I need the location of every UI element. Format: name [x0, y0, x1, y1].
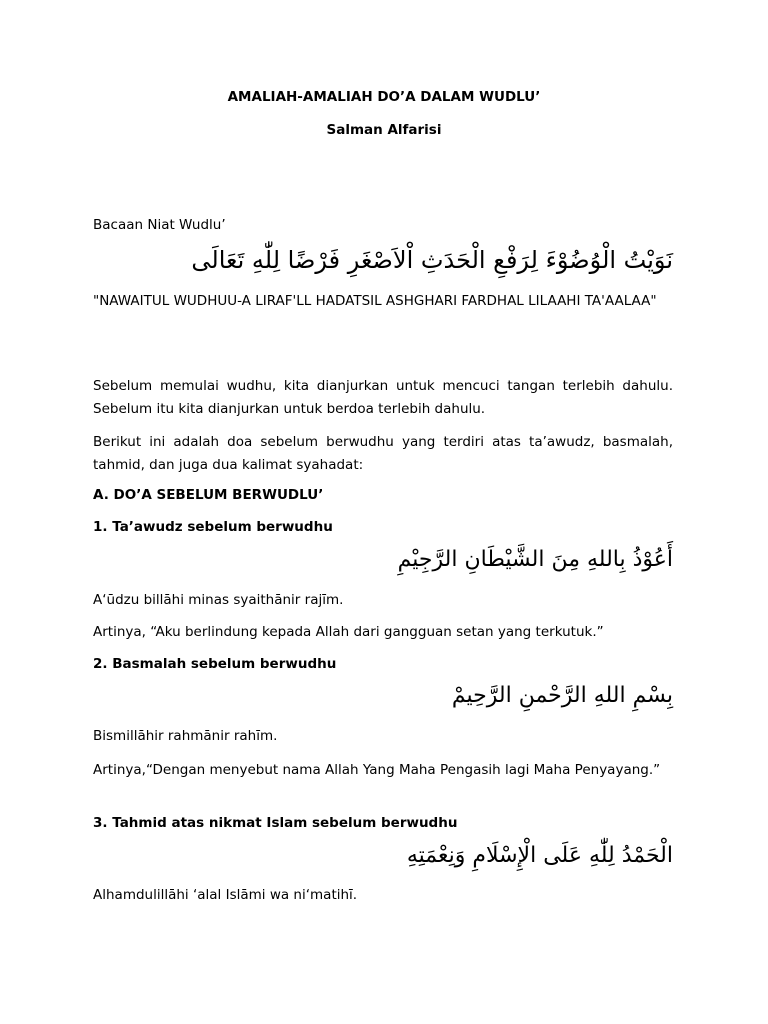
item-1-latin: A‘ūdzu billāhi minas syaithānir rajīm. [93, 592, 344, 608]
item-1-heading: 1. Ta’awudz sebelum berwudhu [93, 519, 333, 535]
niat-latin: "NAWAITUL WUDHUU-A LIRAF'LL HADATSIL ASHGHARI FARDHAL LILAAHI TA'AALAA" [93, 293, 657, 309]
intro-paragraph-2: Berikut ini adalah doa sebelum berwudhu yang terdiri atas ta’awudz, basmalah, tahmid, dan juga dua kalimat syahadat: [93, 434, 673, 473]
intro-paragraph-1: Sebelum memulai wudhu, kita dianjurkan untuk mencuci tangan terlebih dahulu. Sebelum itu kita dianjurkan untuk berdoa terlebih dahulu. [93, 378, 673, 417]
item-2-heading: 2. Basmalah sebelum berwudhu [93, 656, 337, 672]
document-title: AMALIAH-AMALIAH DO’A DALAM WUDLU’ [227, 89, 541, 105]
item-1-arabic: أَعُوْذُ بِاللهِ مِنَ الشَّيْطَانِ الرَّجِيْمِ [397, 547, 673, 572]
item-2-latin: Bismillāhir rahmānir rahīm. [93, 728, 278, 744]
item-3-heading: 3. Tahmid atas nikmat Islam sebelum berwudhu [93, 815, 458, 831]
item-1-meaning: Artinya, “Aku berlindung kepada Allah dari gangguan setan yang terkutuk.” [93, 624, 604, 640]
item-2-meaning: Artinya,“Dengan menyebut nama Allah Yang Maha Pengasih lagi Maha Penyayang.” [93, 762, 661, 778]
item-3-latin: Alhamdulillāhi ‘alal Islāmi wa ni‘matihī. [93, 887, 358, 903]
item-2-arabic: بِسْمِ اللهِ الرَّحْمنِ الرَّحِيمْ [451, 683, 673, 708]
document-author: Salman Alfarisi [326, 122, 442, 138]
niat-heading: Bacaan Niat Wudlu’ [93, 217, 226, 233]
item-3-arabic: الْحَمْدُ لِلّٰهِ عَلَى الْإِسْلَامِ وَنِعْمَتِهِ [406, 843, 673, 868]
niat-arabic: نَوَيْتُ الْوُضُوْءَ لِرَفْعِ الْحَدَثِ اْلاَصْغَرِ فَرْضًا لِلّٰهِ تَعَالَى [191, 246, 673, 274]
section-a-heading: A. DO’A SEBELUM BERWUDLU’ [93, 487, 324, 503]
